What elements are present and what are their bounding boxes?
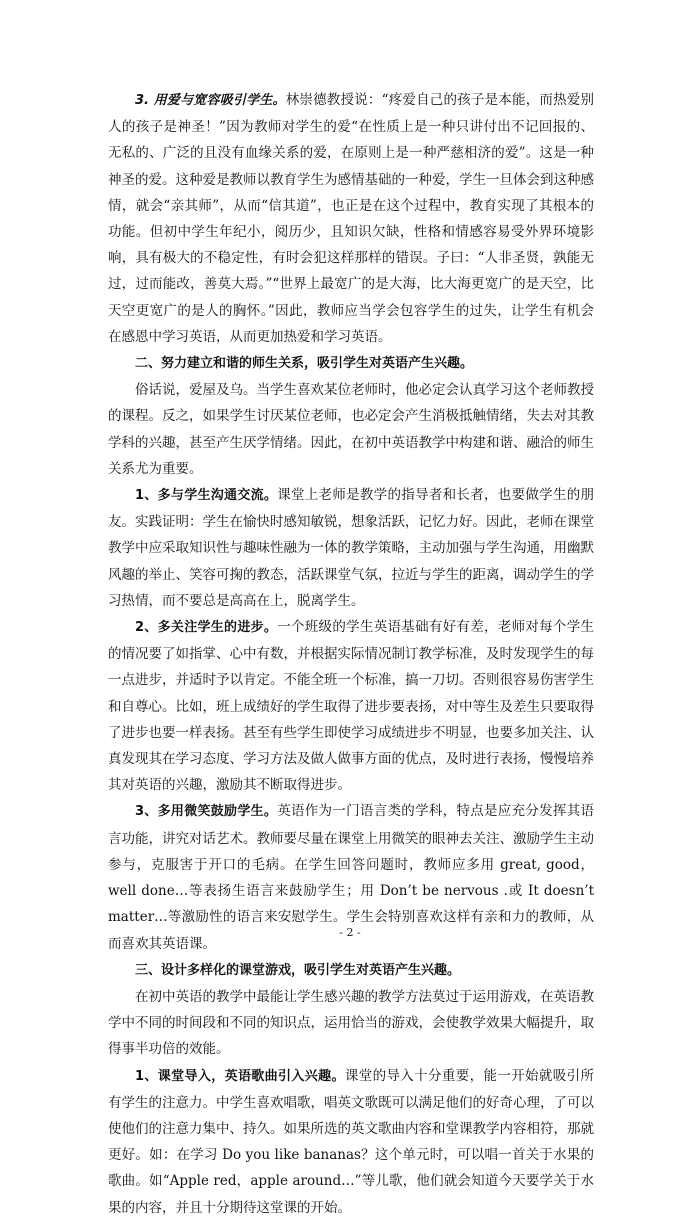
paragraph-text: 林崇德教授说：“疼爱自己的孩子是本能，而热爱别人的孩子是神圣！”因为教师对学生的爱“在性质上是一种只讲付出不记回报的、无私的、广泛的且没有血缘关系的爱，在原则上是一种严慈相济的爱”。这是一种神圣的爱。这种爱是教师以教育学生为感情基础的一种爱，学生一旦体会到这种感情，就会“亲其师”，从而“信其道”，也正是在这个过程中，教育实现了其根本的功能。但初中学生年纪小，阅历少，且知识欠缺，性格和情感容易受外界环境影响，具有极大的不稳定性，有时会犯这样那样的错误。子曰：“人非圣贤，孰能无过，过而能改，善莫大焉。”“世界上最宽广的是大海，比大海更宽广的是天空，比天空更宽广的是人的胸怀。”因此，教师应当学会包容学生的过失，让学生有机会在感恩中学习英语，从而更加热爱和学习英语。	[108, 92, 594, 345]
paragraph-text: 课堂的导入十分重要，能一开始就吸引所有学生的注意力。中学生喜欢唱歌，唱英文歌既可以满足他们的好奇心理，了可以使他们的注意力集中、持久。如果所选的英文歌曲内容和堂课教学内容相符，那就更好。如：在学习 Do you like bananas？这个单元时，可以唱一首关于水果的歌曲。如“Apple red，apple around…”等儿歌，他们就会知道今天要学关于水果的内容，并且十分期待这堂课的开始。	[108, 1067, 595, 1216]
paragraph-intro: 俗话说，爱屋及乌。当学生喜欢某位老师时，他必定会认真学习这个老师教授的课程。反之，如果学生讨厌某位老师，也必定会产生消极抵触情绪，失去对其教学科的兴趣，甚至产生厌学情绪。因此，在初中英语教学中构建和谐、融洽的师生关系尤为重要。	[108, 382, 594, 477]
document-page	[108, 87, 594, 1221]
section-heading: 三、设计多样化的课堂游戏，吸引学生对英语产生兴趣。	[135, 962, 461, 978]
page-number: - 2 -	[339, 926, 361, 939]
paragraph-text: 课堂上老师是教学的指导者和长者，也要做学生的朋友。实践证明：学生在愉快时感知敏锐，想象活跃，记忆力好。因此，老师在课堂教学中应采取知识性与趣味性融为一体的教学策略，主动加强与学生沟通，用幽默风趣的举止、笑容可掬的教态，活跃课堂气氛，拉近与学生的距离，调动学生的学习热情，而不要总是高高在上，脱离学生。	[108, 487, 595, 609]
paragraph-love-tolerance	[108, 87, 594, 350]
paragraph-intro: 在初中英语的教学中最能让学生感兴趣的教学方法莫过于运用游戏，在英语教学中不同的时间段和不同的知识点，运用恰当的游戏，会使教学效果大幅提升，取得事半功倍的效能。	[108, 988, 594, 1058]
item-heading: 3. 用爱与宽容吸引学生。	[135, 93, 286, 108]
section-heading: 二、努力建立和谐的师生关系，吸引学生对英语产生兴趣。	[135, 356, 474, 372]
item-heading: 1、多与学生沟通交流。	[135, 488, 278, 504]
paragraph-progress	[108, 614, 594, 798]
paragraph-text: 一个班级的学生英语基础有好有差，老师对每个学生的情况要了如指掌、心中有数，并根据实际情况制订教学标准，及时发现学生的每一点进步，并适时予以肯定。不能全班一个标准，搞一刀切。否则很容易伤害学生和自尊心。比如，班上成绩好的学生取得了进步要表扬，对中等生及差生只要取得了进步也要一样表扬。甚至有些学生即使学习成绩进步不明显，也要多加关注、认真发现其在学习态度、学习方法及做人做事方面的优点，及时进行表扬，慢慢培养其对英语的兴趣，激励其不断取得进步。	[108, 619, 595, 794]
paragraph-text: 英语作为一门语言类的学科，特点是应充分发挥其语言功能，讲究对话艺术。教师要尽量在课堂上用微笑的眼神去关注、激励学生主动参与，克服害于开口的毛病。在学生回答问题时，教师应多用 great, good，well done…等表扬生语言来鼓励学生；用 Don’t be nervous .或 It doesn’t matter…等激励性的语言来安慰学生。学生会特别喜欢这样有亲和力的教师，从而喜欢其英语课。	[108, 803, 595, 952]
paragraph-communicate	[108, 482, 594, 614]
item-heading: 2、多关注学生的进步。	[135, 620, 278, 636]
paragraph-song-intro	[108, 1063, 594, 1221]
item-heading: 1、课堂导入，英语歌曲引入兴趣。	[135, 1068, 345, 1084]
item-heading: 3、多用微笑鼓励学生。	[135, 804, 278, 820]
